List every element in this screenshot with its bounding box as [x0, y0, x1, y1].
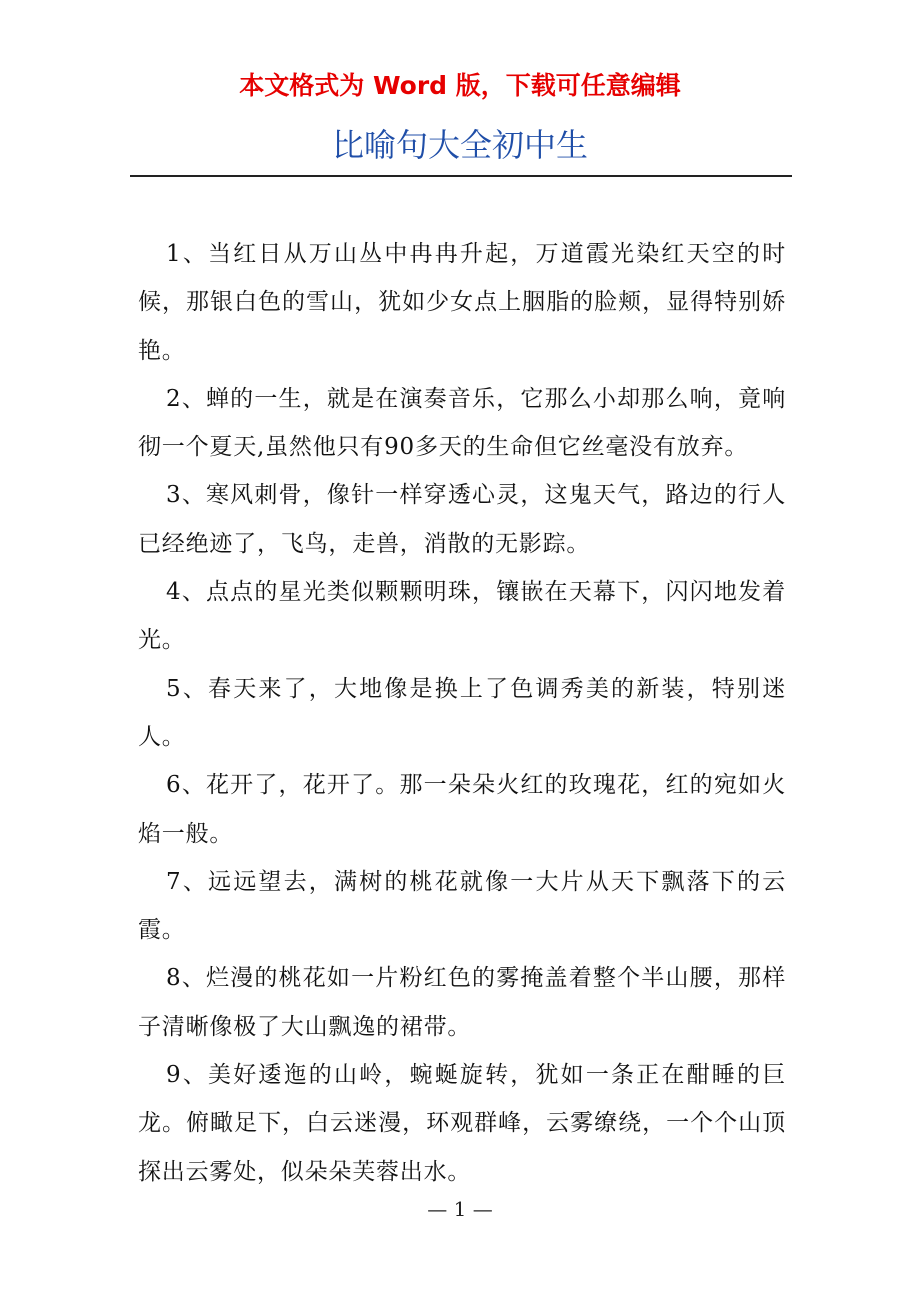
paragraph-9: 9、美好逶迤的山岭，蜿蜒旋转，犹如一条正在酣睡的巨龙。俯瞰足下，白云迷漫，环观群峰，云雾缭绕，一个个山顶探出云雾处，似朵朵芙蓉出水。 [138, 1062, 786, 1185]
format-notice-banner: 本文格式为 Word 版，下载可任意编辑 [239, 71, 681, 100]
title-divider [130, 175, 792, 177]
paragraph-4: 4、点点的星光类似颗颗明珠，镶嵌在天幕下，闪闪地发着光。 [138, 579, 786, 654]
paragraph-1: 1、当红日从万山丛中冉冉升起，万道霞光染红天空的时候，那银白色的雪山，犹如少女点上胭脂的脸颊，显得特别娇艳。 [138, 241, 786, 364]
paragraph-3: 3、寒风刺骨，像针一样穿透心灵，这鬼天气，路边的行人已经绝迹了，飞鸟，走兽，消散的无影踪。 [138, 482, 786, 557]
page-title: 比喻句大全初中生 [331, 126, 588, 164]
paragraph-8: 8、烂漫的桃花如一片粉红色的雾掩盖着整个半山腰，那样子清晰像极了大山飘逸的裙带。 [138, 965, 786, 1040]
page-number: — 1 — [427, 1197, 493, 1221]
document-body [138, 230, 786, 1196]
paragraph-5: 5、春天来了，大地像是换上了色调秀美的新装，特别迷人。 [138, 675, 786, 750]
paragraph-7: 7、远远望去，满树的桃花就像一大片从天下飘落下的云霞。 [138, 868, 786, 944]
paragraph-6: 6、花开了，花开了。那一朵朵火红的玫瑰花，红的宛如火焰一般。 [138, 772, 786, 847]
paragraph-2: 2、蝉的一生，就是在演奏音乐，它那么小却那么响，竟响彻一个夏天,虽然他只有90多天的生命但它丝毫没有放弃。 [138, 385, 786, 461]
